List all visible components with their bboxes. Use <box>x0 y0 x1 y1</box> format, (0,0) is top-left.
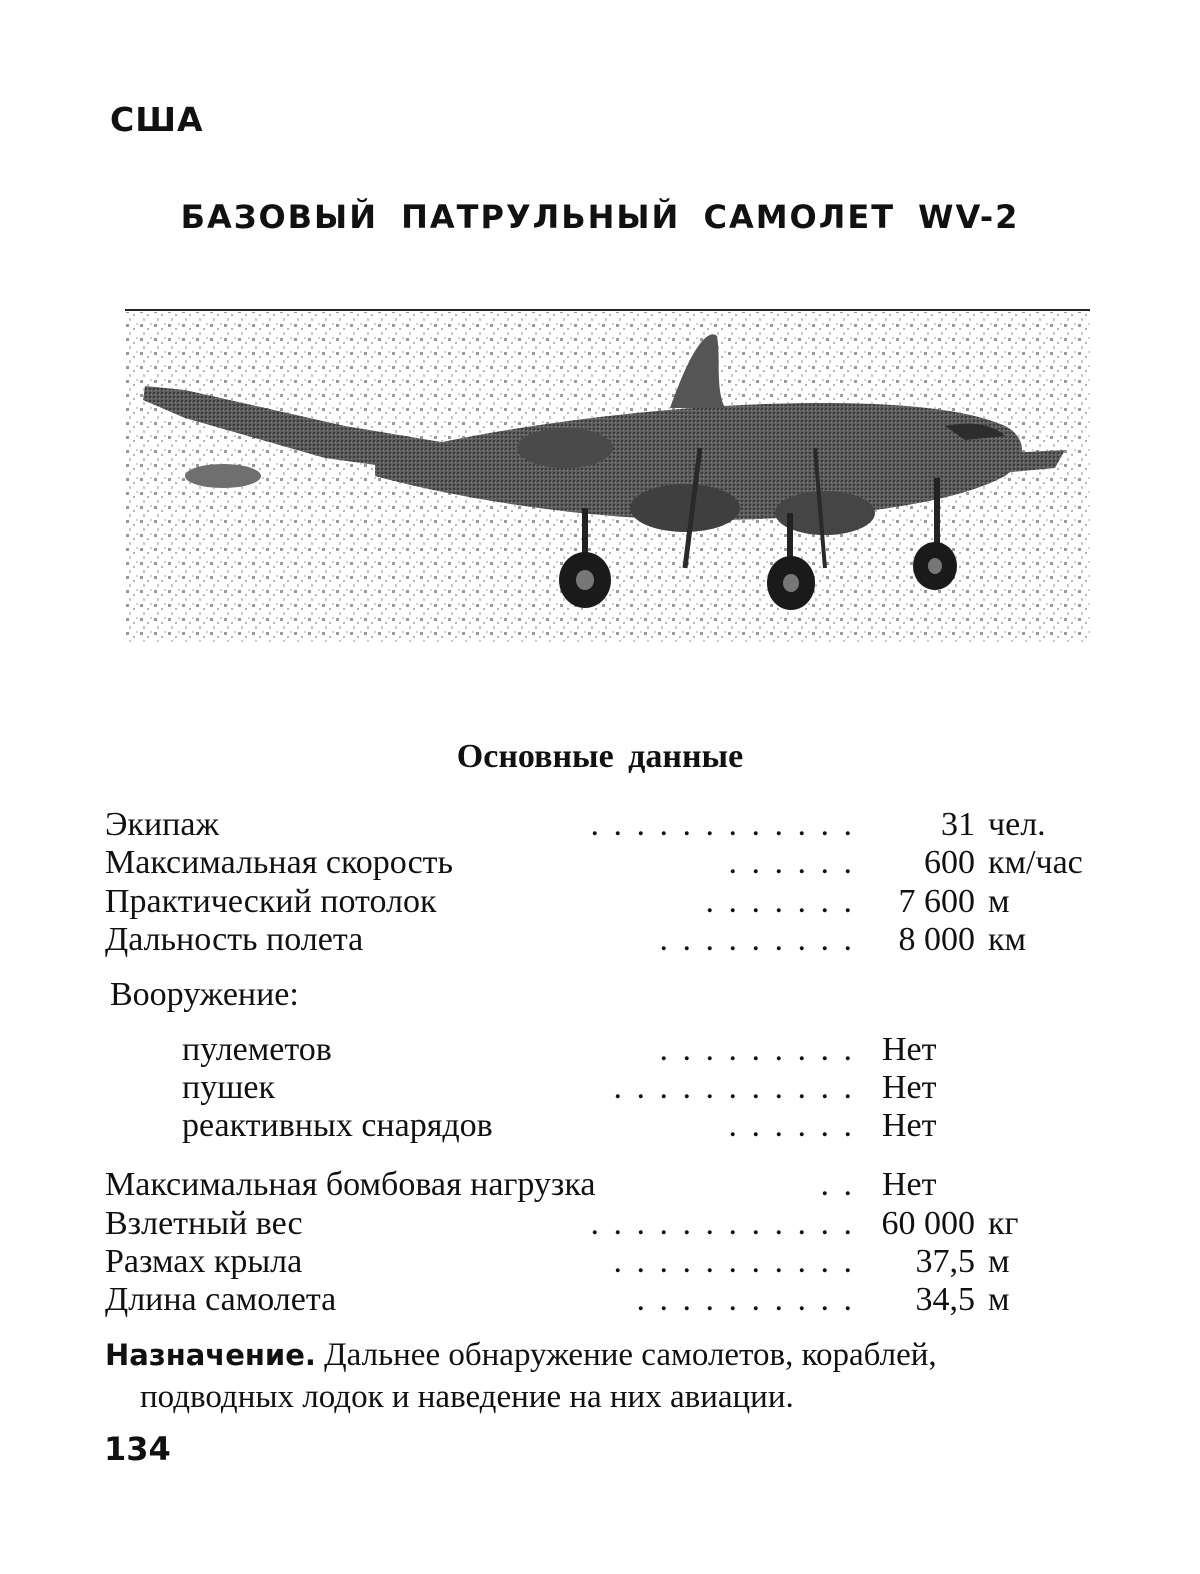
spec-unit: кг <box>988 1205 1019 1242</box>
armament-row-rockets <box>0 1106 1200 1146</box>
spec-unit: м <box>988 883 1010 920</box>
armament-label: Вооружение: <box>110 976 299 1013</box>
spec-value: Нет <box>882 1069 937 1106</box>
purpose-text-line2: подводных лодок и наведение на них авиации. <box>140 1379 794 1415</box>
leader-dots: . . . . . . . . . . <box>636 1281 855 1318</box>
spec-row-range <box>0 920 1200 960</box>
spec-row-wingspan <box>0 1242 1200 1282</box>
spec-row-takeoff-weight <box>0 1204 1200 1244</box>
spec-label: Длина самолета <box>105 1281 337 1318</box>
purpose-lead: Назначение. <box>105 1338 316 1372</box>
leader-dots: . . . . . . . . . <box>659 1031 855 1068</box>
spec-row-bomb-load <box>0 1165 1200 1205</box>
spec-unit: чел. <box>988 806 1046 843</box>
spec-label: реактивных снарядов <box>182 1107 493 1144</box>
leader-dots: . . . . . . <box>728 844 855 881</box>
spec-row-ceiling <box>0 882 1200 922</box>
spec-label: Экипаж <box>105 806 219 843</box>
spec-value: Нет <box>882 1031 937 1068</box>
spec-value: Нет <box>882 1107 937 1144</box>
spec-value: 60 000 <box>881 1205 975 1242</box>
leader-dots: . . . . . . . . . . . <box>613 1069 855 1106</box>
spec-label: Размах крыла <box>105 1243 303 1280</box>
aircraft-photo <box>125 308 1090 653</box>
spec-value: 600 <box>924 844 975 881</box>
leader-dots: . . . . . . . . . <box>659 921 855 958</box>
spec-value: 34,5 <box>915 1281 975 1318</box>
leader-dots: . . . . . . <box>728 1107 855 1144</box>
armament-row-cannons <box>0 1068 1200 1108</box>
aircraft-photo-icon <box>125 308 1090 653</box>
leader-dots: . . <box>820 1166 855 1203</box>
spec-row-max-speed <box>0 843 1200 883</box>
spec-label: Дальность полета <box>105 921 364 958</box>
leader-dots: . . . . . . . . . . . . <box>590 806 855 843</box>
spec-value: 37,5 <box>915 1243 975 1280</box>
purpose-text-line1: Дальнее обнаружение самолетов, кораблей, <box>324 1337 937 1373</box>
spec-value: 8 000 <box>898 921 975 958</box>
spec-label: пулеметов <box>182 1031 332 1068</box>
leader-dots: . . . . . . . . . . . <box>613 1243 855 1280</box>
leader-dots: . . . . . . . . . . . . <box>590 1205 855 1242</box>
page-title: БАЗОВЫЙ ПАТРУЛЬНЫЙ САМОЛЕТ WV-2 <box>180 198 1020 236</box>
spec-label: пушек <box>182 1069 275 1106</box>
spec-label: Практический потолок <box>105 883 437 920</box>
spec-unit: км <box>988 921 1027 958</box>
purpose-paragraph <box>105 1334 1105 1418</box>
leader-dots: . . . . . . . <box>705 883 855 920</box>
spec-unit: м <box>988 1281 1010 1318</box>
page-number: 134 <box>104 1430 171 1468</box>
spec-value: 31 <box>941 806 975 843</box>
spec-unit: м <box>988 1243 1010 1280</box>
specs-heading: Основные данные <box>456 738 744 775</box>
spec-value: Нет <box>882 1166 937 1203</box>
spec-label: Максимальная бомбовая нагрузка <box>105 1166 596 1203</box>
spec-row-crew <box>0 805 1200 845</box>
armament-row-machine-guns <box>0 1030 1200 1070</box>
country-heading: США <box>110 100 204 139</box>
spec-unit: км/час <box>988 844 1083 881</box>
spec-value: 7 600 <box>898 883 975 920</box>
spec-label: Максимальная скорость <box>105 844 454 881</box>
spec-row-length <box>0 1280 1200 1320</box>
spec-label: Взлетный вес <box>105 1205 303 1242</box>
